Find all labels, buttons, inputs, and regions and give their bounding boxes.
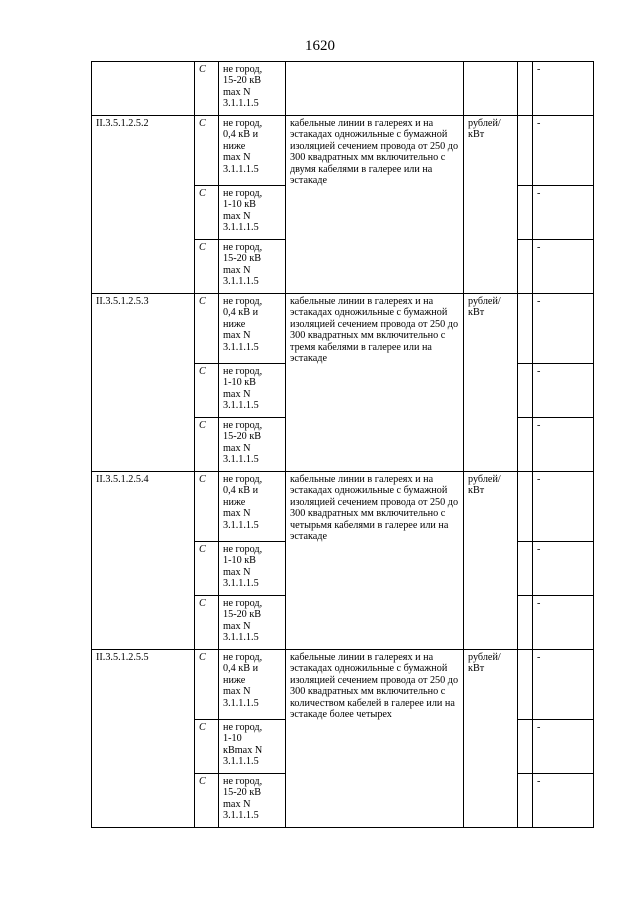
code-cell: II.3.5.1.2.5.5 — [92, 650, 195, 828]
voltage-level-cell — [219, 542, 286, 596]
voltage-level-line: 3.1.1.1.5 — [223, 697, 259, 709]
category-cell: С — [195, 364, 219, 418]
table-row — [92, 294, 594, 364]
voltage-level-line: max N — [223, 86, 251, 98]
empty-cell — [518, 720, 533, 774]
voltage-level-line: 3.1.1.1.5 — [223, 519, 259, 531]
voltage-level-line: ниже — [223, 318, 246, 330]
value-cell: - — [533, 472, 594, 542]
voltage-level-line: 3.1.1.1.5 — [223, 341, 259, 353]
voltage-level-line: max N — [223, 388, 251, 400]
empty-cell — [518, 596, 533, 650]
page-number: 1620 — [305, 38, 335, 54]
empty-cell — [518, 294, 533, 364]
voltage-level-cell — [219, 774, 286, 828]
unit-cell: рублей/ кВт — [464, 294, 518, 472]
voltage-level-line: не город, — [223, 296, 263, 307]
voltage-level-line: 3.1.1.1.5 — [223, 400, 259, 412]
empty-cell — [518, 62, 533, 116]
unit-cell: рублей/ кВт — [464, 116, 518, 294]
empty-cell — [518, 542, 533, 596]
voltage-level-line: 3.1.1.1.5 — [223, 578, 259, 590]
voltage-level-line: не город, — [223, 242, 263, 253]
value-cell: - — [533, 596, 594, 650]
empty-cell — [518, 650, 533, 720]
voltage-level-cell — [219, 294, 286, 364]
voltage-level-line: max N — [223, 508, 251, 520]
voltage-level-line: 15-20 кВ — [223, 253, 262, 265]
voltage-level-line: 3.1.1.1.5 — [223, 810, 259, 822]
voltage-level-line: не город, — [223, 366, 263, 377]
voltage-level-line: не город, — [223, 544, 263, 555]
code-cell: II.3.5.1.2.5.3 — [92, 294, 195, 472]
voltage-level-cell — [219, 472, 286, 542]
description-cell: кабельные линии в галереях и на эстакадах одножильные с бумажной изоляцией сечением провода от 250 до 300 квадратных мм включительно с четырьмя кабелями в галерее или на эстакаде — [286, 472, 464, 650]
voltage-level-cell — [219, 62, 286, 116]
voltage-level-line: не город, — [223, 722, 263, 733]
voltage-level-line: 15-20 кВ — [223, 787, 262, 799]
voltage-level-line: ниже — [223, 674, 246, 686]
category-cell: С — [195, 418, 219, 472]
voltage-level-line: 3.1.1.1.5 — [223, 756, 259, 768]
value-cell: - — [533, 774, 594, 828]
empty-cell — [518, 116, 533, 186]
voltage-level-cell — [219, 186, 286, 240]
value-cell: - — [533, 364, 594, 418]
value-cell: - — [533, 294, 594, 364]
voltage-level-line: не город, — [223, 776, 263, 787]
voltage-level-line: max N — [223, 152, 251, 164]
voltage-level-cell — [219, 364, 286, 418]
table-row — [92, 472, 594, 542]
voltage-level-line: не город, — [223, 188, 263, 199]
category-cell: С — [195, 116, 219, 186]
empty-cell — [518, 472, 533, 542]
voltage-level-cell — [219, 650, 286, 720]
voltage-level-line: max N — [223, 686, 251, 698]
category-cell: С — [195, 720, 219, 774]
unit-cell: рублей/ кВт — [464, 650, 518, 828]
empty-cell — [518, 774, 533, 828]
table-row — [92, 62, 594, 116]
table-row — [92, 116, 594, 186]
voltage-level-line: 1-10 кВ — [223, 199, 256, 211]
value-cell: - — [533, 240, 594, 294]
category-cell: С — [195, 774, 219, 828]
voltage-level-line: 1-10 — [223, 733, 242, 745]
table-row — [92, 650, 594, 720]
voltage-level-line: max N — [223, 264, 251, 276]
voltage-level-line: ниже — [223, 496, 246, 508]
empty-cell — [518, 364, 533, 418]
code-cell: II.3.5.1.2.5.2 — [92, 116, 195, 294]
voltage-level-line: не город, — [223, 598, 263, 609]
voltage-level-line: 15-20 кВ — [223, 431, 262, 443]
voltage-level-line: 1-10 кВ — [223, 377, 256, 389]
voltage-level-line: 0,4 кВ и — [223, 663, 259, 675]
voltage-level-line: max N — [223, 330, 251, 342]
voltage-level-cell — [219, 116, 286, 186]
value-cell: - — [533, 186, 594, 240]
unit-cell — [464, 62, 518, 116]
voltage-level-line: 0,4 кВ и — [223, 307, 259, 319]
description-cell: кабельные линии в галереях и на эстакадах одножильные с бумажной изоляцией сечением провода от 250 до 300 квадратных мм включительно с тремя кабелями в галерее или на эстакаде — [286, 294, 464, 472]
voltage-level-line: max N — [223, 798, 251, 810]
unit-cell: рублей/ кВт — [464, 472, 518, 650]
empty-cell — [518, 186, 533, 240]
value-cell: - — [533, 62, 594, 116]
value-cell: - — [533, 542, 594, 596]
voltage-level-line: 3.1.1.1.5 — [223, 632, 259, 644]
category-cell: С — [195, 294, 219, 364]
voltage-level-line: кВmax N — [223, 744, 263, 756]
voltage-level-line: не город, — [223, 652, 263, 663]
voltage-level-cell — [219, 240, 286, 294]
voltage-level-line: max N — [223, 620, 251, 632]
voltage-level-line: 0,4 кВ и — [223, 485, 259, 497]
voltage-level-line: ниже — [223, 140, 246, 152]
value-cell: - — [533, 418, 594, 472]
description-cell: кабельные линии в галереях и на эстакадах одножильные с бумажной изоляцией сечением провода от 250 до 300 квадратных мм включительно с количеством кабелей в галерее или на эстакаде более четырех — [286, 650, 464, 828]
voltage-level-line: max N — [223, 210, 251, 222]
value-cell: - — [533, 720, 594, 774]
code-cell: II.3.5.1.2.5.4 — [92, 472, 195, 650]
voltage-level-line: не город, — [223, 474, 263, 485]
category-cell: С — [195, 596, 219, 650]
voltage-level-cell — [219, 596, 286, 650]
voltage-level-line: 3.1.1.1.5 — [223, 163, 259, 175]
value-cell: - — [533, 116, 594, 186]
table-body — [92, 62, 594, 828]
voltage-level-line: max N — [223, 442, 251, 454]
voltage-level-line: 3.1.1.1.5 — [223, 454, 259, 466]
empty-cell — [518, 240, 533, 294]
category-cell: С — [195, 186, 219, 240]
category-cell: С — [195, 650, 219, 720]
voltage-level-line: 3.1.1.1.5 — [223, 276, 259, 288]
voltage-level-cell — [219, 720, 286, 774]
category-cell: С — [195, 472, 219, 542]
voltage-level-line: 0,4 кВ и — [223, 129, 259, 141]
tariff-table — [91, 61, 594, 828]
description-cell: кабельные линии в галереях и на эстакадах одножильные с бумажной изоляцией сечением провода от 250 до 300 квадратных мм включительно с двумя кабелями в галерее или на эстакаде — [286, 116, 464, 294]
voltage-level-line: 3.1.1.1.5 — [223, 98, 259, 110]
empty-cell — [518, 418, 533, 472]
voltage-level-line: не город, — [223, 118, 263, 129]
voltage-level-line: не город, — [223, 64, 263, 75]
voltage-level-line: 1-10 кВ — [223, 555, 256, 567]
category-cell: С — [195, 62, 219, 116]
voltage-level-line: 3.1.1.1.5 — [223, 222, 259, 234]
voltage-level-cell — [219, 418, 286, 472]
category-cell: С — [195, 240, 219, 294]
voltage-level-line: 15-20 кВ — [223, 75, 262, 87]
voltage-level-line: max N — [223, 566, 251, 578]
voltage-level-line: 15-20 кВ — [223, 609, 262, 621]
code-cell — [92, 62, 195, 116]
voltage-level-line: не город, — [223, 420, 263, 431]
value-cell: - — [533, 650, 594, 720]
category-cell: С — [195, 542, 219, 596]
description-cell — [286, 62, 464, 116]
